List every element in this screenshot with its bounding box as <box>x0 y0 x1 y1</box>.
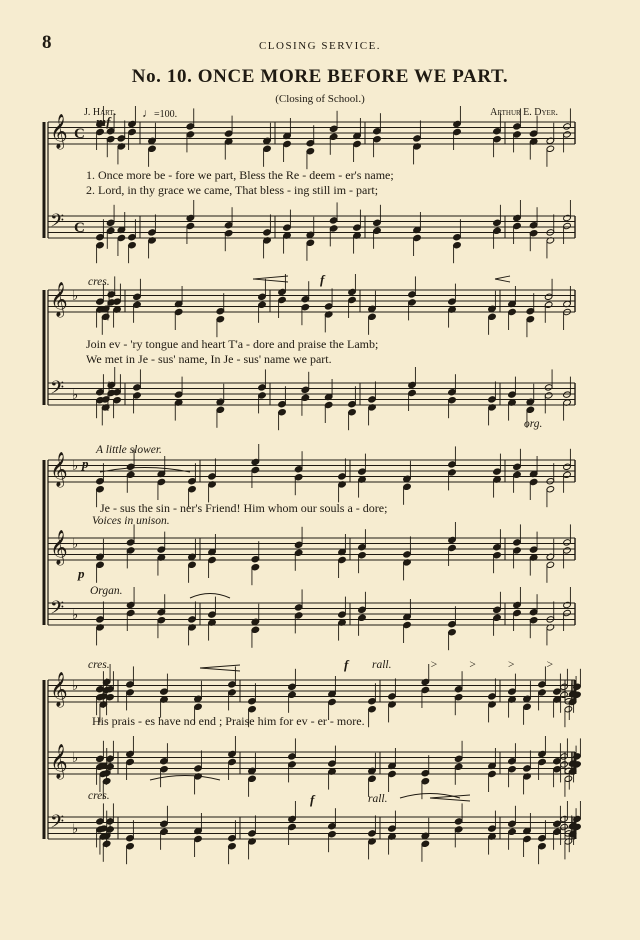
author-credit: J. Hart. <box>84 107 117 118</box>
dynamic-piano: p <box>82 456 89 471</box>
dynamic-piano-2: p <box>78 566 85 581</box>
bass-clef-icon: 𝄢 <box>50 598 65 623</box>
flat-icon: ♭ <box>72 678 79 693</box>
organ-label: Organ. <box>90 585 123 597</box>
dynamic-forte-3: f <box>310 792 315 807</box>
treble-clef-icon: 𝄞 <box>50 114 68 149</box>
composer-credit: Arthur E. Dyer. <box>490 107 558 118</box>
dynamic-mf: mf <box>96 114 111 129</box>
flat-icon: ♭ <box>72 750 79 765</box>
flat-icon: ♭ <box>72 536 79 551</box>
common-time-icon: C <box>74 220 85 236</box>
common-time-icon: C <box>74 126 85 142</box>
hymn-subtitle: (Closing of School.) <box>275 93 365 105</box>
bass-clef-icon: 𝄢 <box>50 378 65 403</box>
hymn-title: No. 10. ONCE MORE BEFORE WE PART. <box>131 66 509 87</box>
lyric-line-s2-verse1: Join ev - 'ry tongue and heart T'a - dore and praise the Lamb; <box>86 337 379 351</box>
flat-icon: ♭ <box>72 458 79 473</box>
page-number: 8 <box>42 32 52 53</box>
treble-clef-icon: 𝄞 <box>50 672 68 707</box>
organ-abbrev: org. <box>524 418 543 430</box>
running-head: CLOSING SERVICE. <box>258 40 382 52</box>
crescendo-hairpin <box>253 276 288 282</box>
lyric-line-s1-verse2: 2. Lord, in thy grace we came, That bless - ing still im - part; <box>86 183 379 197</box>
flat-icon: ♭ <box>72 288 79 303</box>
dynamic-forte: f <box>320 272 325 287</box>
slur <box>400 794 460 799</box>
bass-clef-icon: 𝄢 <box>50 812 65 837</box>
flat-icon: ♭ <box>72 387 79 402</box>
flat-icon: ♭ <box>72 821 79 836</box>
dynamic-cres-3: cres. <box>88 790 110 802</box>
dynamic-cres-2: cres. <box>88 659 110 671</box>
treble-clef-icon: 𝄞 <box>50 744 68 779</box>
voices-in-unison: Voices in unison. <box>92 515 170 527</box>
crescendo-hairpin <box>200 665 240 671</box>
bass-clef-icon: 𝄢 <box>50 211 65 236</box>
dynamic-forte-2: f <box>344 657 349 672</box>
lyric-line-s3: Je - sus the sin - ner's Friend! Him whom our souls a - dore; <box>100 501 388 515</box>
rall-mark-2: rall. <box>368 793 388 805</box>
treble-clef-icon: 𝄞 <box>50 530 68 565</box>
rall-mark: rall. <box>372 659 392 671</box>
quarter-note-icon: ♩ <box>142 106 154 120</box>
dynamic-cres: cres. <box>88 276 110 288</box>
accent-marks: > > > > <box>430 659 568 671</box>
flat-icon: ♭ <box>72 607 79 622</box>
tempo-value: =100. <box>154 109 178 120</box>
treble-clef-icon: 𝄞 <box>50 282 68 317</box>
lyric-line-s4: His prais - es have no end ; Praise him for ev - er - more. <box>92 714 365 728</box>
slur <box>190 594 230 599</box>
crescendo-hairpin <box>495 276 510 282</box>
lyric-line-s2-verse2: We met in Je - sus' name, In Je - sus' name we part. <box>86 352 332 366</box>
lyric-line-s1-verse1: 1. Once more be - fore we part, Bless the Re - deem - er's name; <box>86 168 394 182</box>
tempo-change: A little slower. <box>96 444 162 456</box>
treble-clef-icon: 𝄞 <box>50 452 68 487</box>
